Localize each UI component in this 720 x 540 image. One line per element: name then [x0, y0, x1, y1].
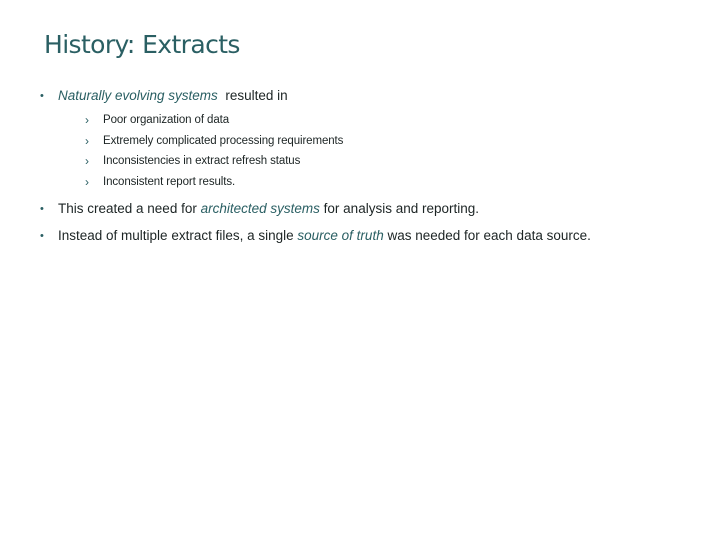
chevron-right-icon: › — [85, 133, 89, 148]
bullet-text: resulted in — [225, 88, 288, 103]
sub-bullet-list — [58, 110, 700, 192]
bullet-architected-systems — [30, 199, 700, 219]
bullet-text-prefix: This created a need for — [58, 201, 197, 216]
bullet-text-suffix: for analysis and reporting. — [323, 201, 480, 216]
bullet-text-prefix: Instead of multiple extract files, a — [58, 228, 255, 243]
bullet-emphasis: Naturally evolving systems — [58, 88, 218, 103]
bullet-naturally-evolving — [30, 86, 700, 192]
sub-bullet-text: Poor organization of data — [103, 114, 230, 126]
bullet-source-of-truth — [30, 226, 700, 246]
sub-bullet-item — [58, 151, 700, 172]
sub-bullet-item — [58, 110, 700, 131]
slide-title: History: Extracts — [44, 30, 240, 59]
chevron-right-icon: › — [85, 174, 89, 189]
bullet-emphasis: architected systems — [200, 201, 320, 216]
sub-bullet-text: Inconsistencies in extract refresh status — [103, 155, 301, 167]
sub-bullet-item — [58, 172, 700, 193]
bullet-emphasis: source of truth — [297, 228, 384, 243]
bullet-dot-icon: • — [40, 90, 44, 102]
sub-bullet-text: Extremely complicated processing requirements — [103, 134, 344, 147]
sub-bullet-item — [58, 131, 700, 152]
bullet-dot-icon: • — [40, 203, 44, 215]
bullet-text-single: single — [258, 228, 294, 243]
chevron-right-icon: › — [85, 154, 89, 168]
sub-bullet-text: Inconsistent report results. — [103, 175, 236, 188]
bullet-dot-icon: • — [40, 230, 44, 242]
bullet-text-suffix: was needed for each data source. — [387, 228, 591, 243]
slide-body — [30, 86, 700, 246]
chevron-right-icon: › — [85, 113, 89, 127]
